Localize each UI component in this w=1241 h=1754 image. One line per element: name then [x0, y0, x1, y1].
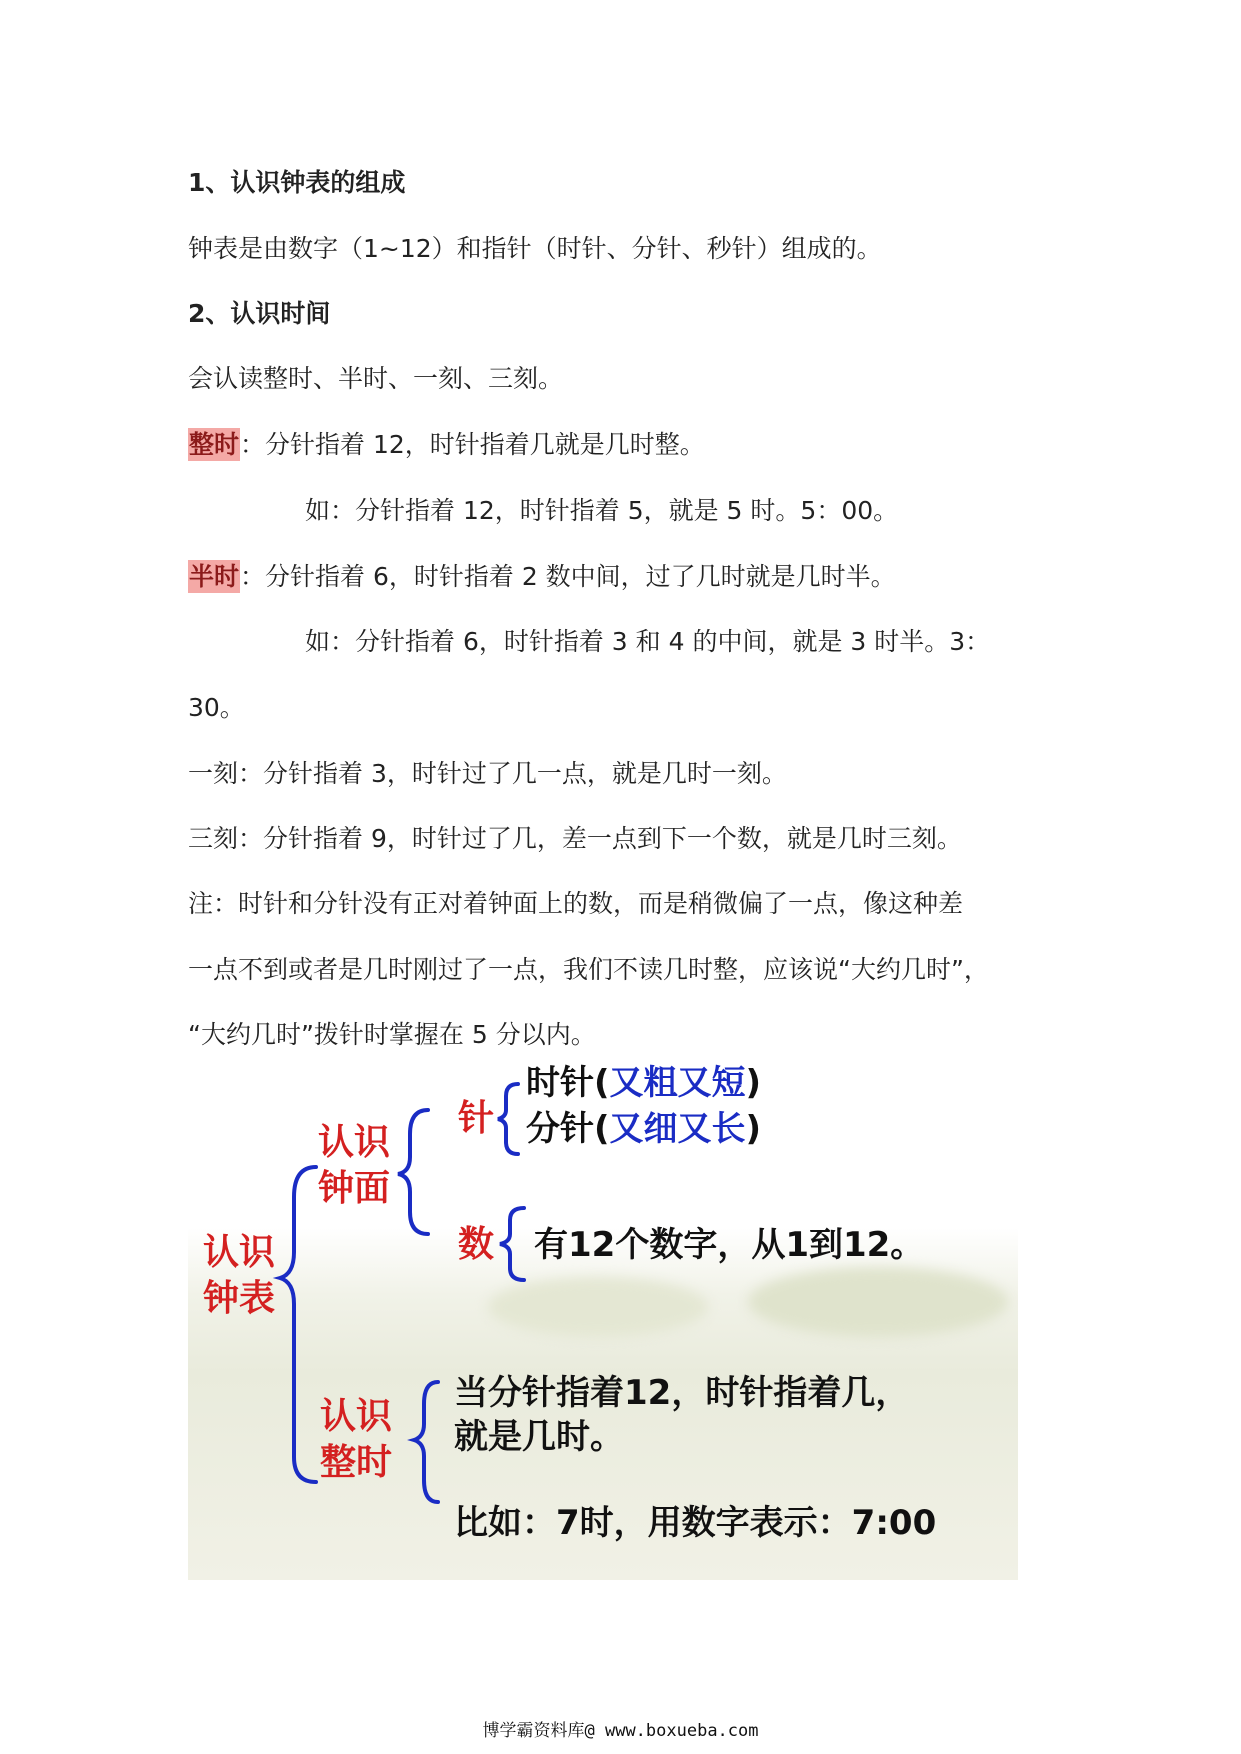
- branch-face-text: 认识 钟面: [317, 1122, 390, 1209]
- face-bracket: [398, 1110, 428, 1234]
- node-hands-text: 针: [457, 1098, 494, 1139]
- hour-hand-label: 时针: [526, 1063, 594, 1103]
- node-numbers-text: 数: [457, 1224, 494, 1265]
- footer-watermark: 博学霸资料库@ www.boxueba.com: [482, 1721, 759, 1741]
- branch-whole-text: 认识 整时: [319, 1396, 392, 1483]
- whole-hour-rule: [188, 428, 705, 462]
- hour-hand-line: 时针(又粗又短): [526, 1063, 762, 1103]
- whole-rule-line-1: 当分针指着12，时针指着几，: [454, 1373, 910, 1413]
- hour-hand-desc: 又粗又短: [609, 1063, 746, 1103]
- minute-hand-line: 分针(又细又长): [526, 1109, 762, 1149]
- half-hour-tag: 半时: [189, 562, 240, 591]
- numbers-brace: [500, 1208, 524, 1280]
- whole-example: 比如：7时，用数字表示：7:00: [454, 1503, 937, 1543]
- hands-brace: [498, 1084, 518, 1154]
- section2-heading: 2、认识时间: [188, 299, 331, 328]
- half-hour-text: ：分针指着 6，时针指着 2 数中间，过了几时就是几时半。: [240, 562, 896, 591]
- root-bracket: [280, 1167, 316, 1482]
- note-line-2: 一点不到或者是几时刚过了一点，我们不读几时整，应该说“大约几时”，: [188, 955, 989, 984]
- whole-hour-example: 如：分针指着 12，时针指着 5，就是 5 时。5：00。: [305, 496, 899, 525]
- section1-text: 钟表是由数字（1~12）和指针（时针、分针、秒针）组成的。: [188, 234, 882, 263]
- whole-bracket: [414, 1382, 438, 1502]
- whole-rule-line-2: 就是几时。: [454, 1417, 624, 1457]
- three-quarters-rule: 三刻：分针指着 9，时针过了几，差一点到下一个数，就是几时三刻。: [188, 824, 962, 853]
- note-line-1: 注：时针和分针没有正对着钟面上的数，而是稍微偏了一点，像这种差: [188, 889, 964, 918]
- whole-hour-tag: 整时: [189, 430, 240, 459]
- quarter-rule: 一刻：分针指着 3，时针过了几一点，就是几时一刻。: [188, 759, 787, 788]
- whole-hour-text: ：分针指着 12，时针指着几就是几时整。: [240, 430, 705, 459]
- minute-hand-desc: 又细又长: [609, 1109, 746, 1149]
- minute-hand-label: 分针: [526, 1109, 594, 1149]
- section2-intro: 会认读整时、半时、一刻、三刻。: [188, 364, 564, 393]
- note-line-3: “大约几时”拨针时掌握在 5 分以内。: [188, 1020, 596, 1049]
- numbers-desc: 有12个数字，从1到12。: [534, 1225, 925, 1265]
- half-hour-rule: [188, 560, 896, 594]
- root-node-text: 认识 钟表: [202, 1232, 275, 1319]
- section1-heading: 1、认识钟表的组成: [188, 168, 406, 197]
- half-hour-example: 如：分针指着 6，时针指着 3 和 4 的中间，就是 3 时半。3：: [305, 627, 991, 656]
- clock-mind-map: [188, 1062, 1018, 1580]
- half-hour-example-cont: 30。: [188, 693, 245, 722]
